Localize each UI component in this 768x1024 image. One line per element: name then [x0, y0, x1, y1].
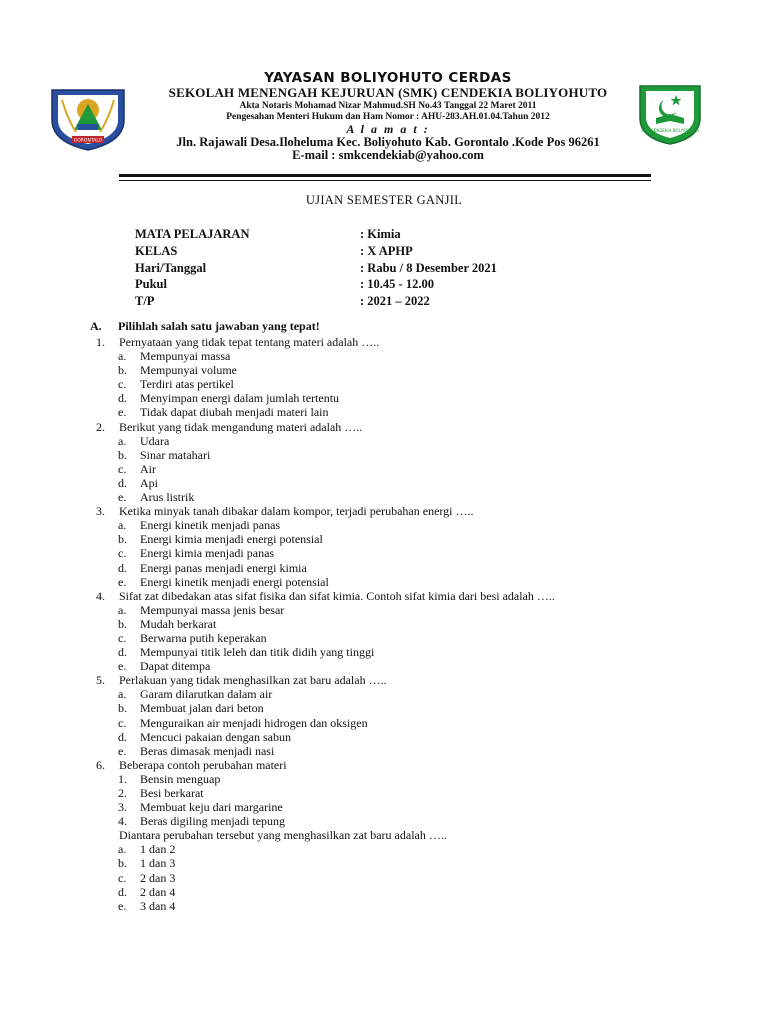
- statement-item: [93, 800, 733, 814]
- answer-option: [93, 885, 733, 899]
- info-label: KELAS: [135, 243, 178, 258]
- question-prompt-text: Diantara perubahan tersebut yang menghasilkan zat baru adalah …..: [119, 828, 447, 843]
- statement-text: Membuat keju dari margarine: [140, 800, 283, 815]
- statement-text: Bensin menguap: [140, 771, 221, 786]
- letterhead-divider-thick: [119, 174, 651, 177]
- option-letter: d.: [118, 560, 127, 575]
- option-letter: e.: [118, 490, 127, 505]
- answer-option: [93, 716, 733, 730]
- statement-number: 4.: [118, 814, 127, 829]
- option-letter: a.: [118, 518, 127, 533]
- answer-option: [93, 603, 733, 617]
- province-emblem-logo: [46, 80, 130, 152]
- question-text: Perlakuan yang tidak menghasilkan zat baru adalah …..: [119, 673, 387, 688]
- answer-option: [93, 842, 733, 856]
- option-text: Api: [140, 475, 158, 490]
- info-label: T/P: [135, 294, 155, 309]
- option-letter: a.: [118, 349, 127, 364]
- answer-option: [93, 701, 733, 715]
- question-number: 4.: [96, 588, 105, 603]
- answer-option: [93, 899, 733, 913]
- question-text: Berikut yang tidak mengandung materi adalah …..: [119, 419, 363, 434]
- option-text: 1 dan 3: [140, 856, 176, 871]
- option-letter: a.: [118, 842, 127, 857]
- question-text: Sifat zat dibedakan atas sifat fisika dan sifat kimia. Contoh sifat kimia dari besi adalah …..: [119, 588, 555, 603]
- option-text: Dapat ditempa: [140, 659, 211, 674]
- answer-option: [93, 546, 733, 560]
- option-text: Mempunyai massa jenis besar: [140, 602, 285, 617]
- option-letter: c.: [118, 715, 127, 730]
- answer-option: [93, 363, 733, 377]
- statement-text: Beras digiling menjadi tepung: [140, 814, 285, 829]
- statement-item: [93, 772, 733, 786]
- question-number: 3.: [96, 504, 105, 519]
- option-letter: c.: [118, 461, 127, 476]
- address-heading: A l a m a t :: [346, 122, 430, 136]
- school-address: Jln. Rajawali Desa.Iloheluma Kec. Boliyohuto Kab. Gorontalo .Kode Pos 96261: [176, 135, 600, 149]
- answer-option: [93, 476, 733, 490]
- option-letter: c.: [118, 870, 127, 885]
- statement-item: [93, 814, 733, 828]
- question-number: 2.: [96, 419, 105, 434]
- option-text: Membuat jalan dari beton: [140, 701, 264, 716]
- option-letter: a.: [118, 433, 127, 448]
- option-letter: c.: [118, 630, 127, 645]
- info-value: : 10.45 - 12.00: [360, 277, 434, 292]
- section-heading: [90, 319, 320, 334]
- option-letter: a.: [118, 602, 127, 617]
- option-text: Mudah berkarat: [140, 616, 217, 631]
- info-value: : Rabu / 8 Desember 2021: [360, 260, 497, 275]
- option-text: Energi kinetik menjadi panas: [140, 518, 281, 533]
- answer-option: [93, 617, 733, 631]
- option-text: Energi panas menjadi energi kimia: [140, 560, 307, 575]
- answer-option: [93, 659, 733, 673]
- question: [93, 673, 733, 687]
- option-text: Beras dimasak menjadi nasi: [140, 743, 275, 758]
- question-list: [93, 335, 733, 913]
- answer-option: [93, 462, 733, 476]
- info-label: Hari/Tanggal: [135, 260, 207, 275]
- option-letter: d.: [118, 475, 127, 490]
- option-letter: b.: [118, 616, 127, 631]
- option-letter: d.: [118, 884, 127, 899]
- school-logo: [636, 82, 704, 146]
- answer-option: [93, 631, 733, 645]
- answer-option: [93, 434, 733, 448]
- notary-deed: Akta Notaris Mohamad Nizar Mahmud.SH No.43 Tanggal 22 Maret 2011: [239, 101, 537, 111]
- section-number: A.: [90, 319, 102, 333]
- answer-option: [93, 575, 733, 589]
- option-letter: b.: [118, 856, 127, 871]
- answer-option: [93, 448, 733, 462]
- option-letter: d.: [118, 645, 127, 660]
- option-text: 2 dan 4: [140, 884, 176, 899]
- answer-option: [93, 377, 733, 391]
- info-value: : X APHP: [360, 243, 413, 258]
- question-number: 6.: [96, 757, 105, 772]
- statement-number: 2.: [118, 786, 127, 800]
- svg-text:SMK CENDEKIA BOLIYOHUTO: SMK CENDEKIA BOLIYOHUTO: [641, 128, 699, 133]
- option-text: Berwarna putih keperakan: [140, 630, 267, 645]
- option-text: Tidak dapat diubah menjadi materi lain: [140, 405, 329, 420]
- question-text: Beberapa contoh perubahan materi: [119, 757, 287, 772]
- question-text: Pernyataan yang tidak tepat tentang materi adalah …..: [119, 335, 380, 349]
- option-letter: c.: [118, 546, 127, 561]
- option-text: Energi kimia menjadi panas: [140, 546, 275, 561]
- question: [93, 589, 733, 603]
- question-number: 1.: [96, 335, 105, 349]
- statement-number: 3.: [118, 800, 127, 815]
- answer-option: [93, 405, 733, 419]
- answer-option: [93, 645, 733, 659]
- question: [93, 420, 733, 434]
- svg-text:GORONTALO: GORONTALO: [73, 138, 103, 144]
- statement-text: Besi berkarat: [140, 786, 204, 800]
- ministry-ratification: Pengesahan Menteri Hukum dan Ham Nomor : AHU-283.AH.01.04.Tahun 2012: [226, 112, 550, 122]
- answer-option: [93, 490, 733, 504]
- option-letter: e.: [118, 405, 127, 420]
- question: [93, 335, 733, 349]
- option-text: Udara: [140, 433, 170, 448]
- answer-option: [93, 730, 733, 744]
- option-letter: a.: [118, 687, 127, 702]
- question: [93, 758, 733, 772]
- option-letter: b.: [118, 447, 127, 462]
- letterhead-divider-thin: [119, 180, 651, 181]
- foundation-name: YAYASAN BOLIYOHUTO CERDAS: [264, 70, 512, 86]
- option-text: Sinar matahari: [140, 447, 211, 462]
- answer-option: [93, 349, 733, 363]
- option-letter: e.: [118, 574, 127, 589]
- answer-option: [93, 518, 733, 532]
- option-letter: d.: [118, 391, 127, 406]
- answer-option: [93, 391, 733, 405]
- answer-option: [93, 561, 733, 575]
- info-value: : 2021 – 2022: [360, 294, 430, 309]
- option-text: 2 dan 3: [140, 870, 176, 885]
- answer-option: [93, 856, 733, 870]
- question-prompt: [93, 828, 733, 842]
- section-instruction: Pilihlah salah satu jawaban yang tepat!: [118, 319, 320, 333]
- question-text: Ketika minyak tanah dibakar dalam kompor, terjadi perubahan energi …..: [119, 504, 474, 519]
- option-letter: b.: [118, 701, 127, 716]
- info-label: Pukul: [135, 277, 167, 292]
- option-text: Mencuci pakaian dengan sabun: [140, 729, 291, 744]
- answer-option: [93, 687, 733, 701]
- option-text: Garam dilarutkan dalam air: [140, 687, 273, 702]
- option-letter: d.: [118, 729, 127, 744]
- option-text: Mempunyai volume: [140, 363, 237, 378]
- option-text: Energi kimia menjadi energi potensial: [140, 532, 323, 547]
- question-number: 5.: [96, 673, 105, 688]
- option-text: Mempunyai massa: [140, 349, 231, 364]
- option-letter: e.: [118, 659, 127, 674]
- question: [93, 504, 733, 518]
- statement-item: [93, 786, 733, 800]
- answer-option: [93, 744, 733, 758]
- option-text: Arus listrik: [140, 490, 195, 505]
- statement-number: 1.: [118, 771, 127, 786]
- answer-option: [93, 532, 733, 546]
- exam-title: UJIAN SEMESTER GANJIL: [305, 193, 463, 207]
- option-text: Terdiri atas pertikel: [140, 377, 234, 392]
- option-text: 3 dan 4: [140, 898, 176, 913]
- option-letter: b.: [118, 363, 127, 378]
- option-text: Menguraikan air menjadi hidrogen dan oksigen: [140, 715, 368, 730]
- option-text: Menyimpan energi dalam jumlah tertentu: [140, 391, 340, 406]
- option-text: 1 dan 2: [140, 842, 176, 857]
- option-letter: e.: [118, 743, 127, 758]
- option-text: Energi kinetik menjadi energi potensial: [140, 574, 329, 589]
- option-letter: e.: [118, 898, 127, 913]
- info-label: MATA PELAJARAN: [135, 227, 250, 241]
- option-letter: b.: [118, 532, 127, 547]
- school-name: SEKOLAH MENENGAH KEJURUAN (SMK) CENDEKIA BOLIYOHUTO: [168, 85, 608, 100]
- school-email: E-mail : smkcendekiab@yahoo.com: [292, 148, 484, 162]
- option-text: Air: [140, 461, 156, 476]
- option-letter: c.: [118, 377, 127, 392]
- option-text: Mempunyai titik leleh dan titik didih yang tinggi: [140, 645, 375, 660]
- info-value: : Kimia: [360, 227, 401, 241]
- answer-option: [93, 871, 733, 885]
